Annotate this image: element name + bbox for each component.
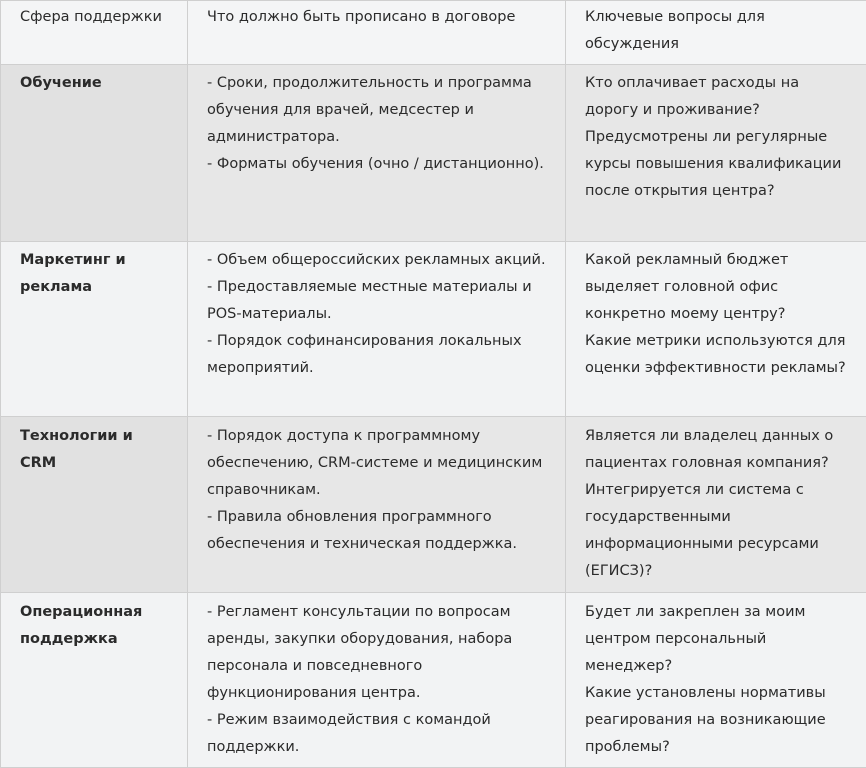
question-item: Предусмотрены ли регулярные курсы повышения квалификации после открытия центра? bbox=[585, 124, 852, 205]
contract-item: - Порядок софинансирования локальных мероприятий. bbox=[207, 328, 551, 382]
area-cell: Операционная поддержка bbox=[1, 593, 188, 768]
contract-cell bbox=[188, 417, 566, 593]
question-item: Какой рекламный бюджет выделяет головной офис конкретно моему центру? bbox=[585, 247, 852, 328]
contract-cell bbox=[188, 242, 566, 417]
table-row bbox=[1, 65, 866, 242]
table-row bbox=[1, 417, 866, 593]
questions-cell bbox=[566, 65, 866, 242]
question-item: Является ли владелец данных о пациентах головная компания? bbox=[585, 423, 852, 477]
header-questions: Ключевые вопросы для обсуждения bbox=[566, 1, 866, 65]
questions-cell bbox=[566, 593, 866, 768]
contract-item: - Порядок доступа к программному обеспечению, CRM-системе и медицинским справочникам. bbox=[207, 423, 551, 504]
header-contract: Что должно быть прописано в договоре bbox=[188, 1, 566, 65]
question-item: Интегрируется ли система с государственными информационными ресурсами (ЕГИСЗ)? bbox=[585, 477, 852, 585]
contract-item: - Регламент консультации по вопросам аренды, закупки оборудования, набора персонала и повседневного функционирования центра. bbox=[207, 599, 551, 707]
header-row bbox=[1, 1, 866, 65]
contract-cell bbox=[188, 593, 566, 768]
question-item: Какие метрики используются для оценки эффективности рекламы? bbox=[585, 328, 852, 382]
contract-item: - Предоставляемые местные материалы и POS-материалы. bbox=[207, 274, 551, 328]
question-item: Какие установлены нормативы реагирования на возникающие проблемы? bbox=[585, 680, 852, 761]
contract-item: - Режим взаимодействия с командой поддержки. bbox=[207, 707, 551, 761]
contract-item: - Форматы обучения (очно / дистанционно). bbox=[207, 151, 551, 178]
questions-cell bbox=[566, 417, 866, 593]
questions-cell bbox=[566, 242, 866, 417]
area-cell: Маркетинг и реклама bbox=[1, 242, 188, 417]
header-area: Сфера поддержки bbox=[1, 1, 188, 65]
area-cell: Технологии и CRM bbox=[1, 417, 188, 593]
table-row bbox=[1, 242, 866, 417]
question-item: Будет ли закреплен за моим центром персональный менеджер? bbox=[585, 599, 852, 680]
contract-cell bbox=[188, 65, 566, 242]
question-item: Кто оплачивает расходы на дорогу и проживание? bbox=[585, 70, 852, 124]
contract-item: - Объем общероссийских рекламных акций. bbox=[207, 247, 551, 274]
contract-item: - Правила обновления программного обеспечения и техническая поддержка. bbox=[207, 504, 551, 558]
table-row bbox=[1, 593, 866, 768]
contract-item: - Сроки, продолжительность и программа обучения для врачей, медсестер и администратора. bbox=[207, 70, 551, 151]
area-cell: Обучение bbox=[1, 65, 188, 242]
